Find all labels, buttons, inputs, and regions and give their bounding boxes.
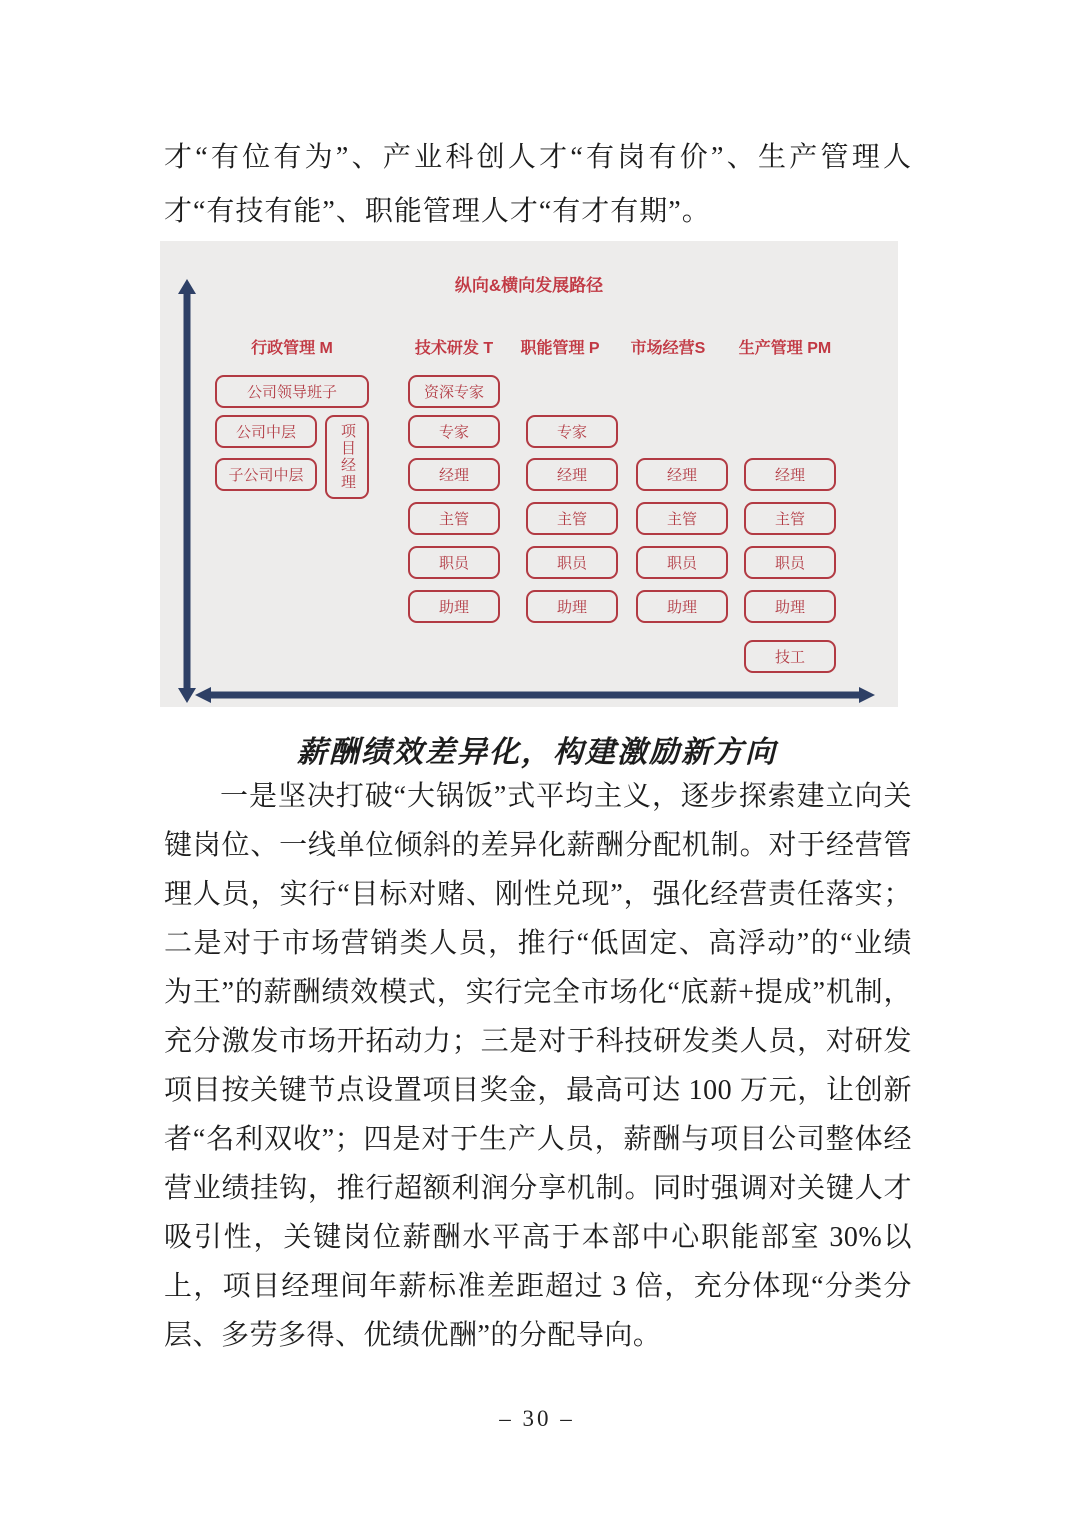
- box-assistant-t: 助理: [408, 590, 500, 623]
- page-number: – 30 –: [499, 1406, 575, 1431]
- intro-paragraph: 才“有位有为”、产业科创人才“有岗有价”、生产管理人才“有技有能”、职能管理人才“有才有期”。: [164, 142, 912, 227]
- box-staff-pm: 职员: [744, 546, 836, 579]
- column-header-tech: 技术研发 T: [414, 340, 494, 357]
- column-header-admin: 行政管理 M: [251, 340, 333, 357]
- box-staff-p: 职员: [526, 546, 618, 579]
- career-path-diagram: [160, 241, 898, 707]
- box-assistant-s: 助理: [636, 590, 728, 623]
- box-manager-t: 经理: [408, 458, 500, 491]
- body-paragraph: 一是坚决打破“大锅饭”式平均主义，逐步探索建立向关键岗位、一线单位倾斜的差异化薪酬分配机制。对于经营管理人员，实行“目标对赌、刚性兑现”，强化经营责任落实；二是对于市场营销类人员，推行“低固定、高浮动”的“业绩为王”的薪酬绩效模式，实行完全市场化“底薪+提成”机制，充分激发市场开拓动力；三是对于科技研发类人员，对研发项目按关键节点设置项目奖金，最高可达 100 万元，让创新者“名利双收”；四是对于生产人员，薪酬与项目公司整体经营业绩挂钩，推行超额利润分享机制。同时强调对关键人才吸引性，关键岗位薪酬水平高于本部中心职能部室 30%以上，项目经理间年薪标准差距超过 3 倍，充分体现“分类分层、多劳多得、优绩优酬”的分配导向。: [164, 781, 912, 1351]
- box-expert-p: 专家: [526, 415, 618, 448]
- box-company-middle: 公司中层: [215, 415, 317, 448]
- box-supervisor-t: 主管: [408, 502, 500, 535]
- horizontal-axis-arrow: [195, 684, 875, 706]
- box-expert-t: 专家: [408, 415, 500, 448]
- section-heading: 薪酬绩效差异化，构建激励新方向: [297, 736, 777, 769]
- diagram-title: 纵向&横向发展路径: [454, 276, 604, 295]
- box-supervisor-s: 主管: [636, 502, 728, 535]
- box-company-leadership: 公司领导班子: [215, 375, 369, 408]
- box-supervisor-p: 主管: [526, 502, 618, 535]
- box-project-manager-vertical: 项目经理: [325, 415, 369, 499]
- box-assistant-p: 助理: [526, 590, 618, 623]
- box-technician-pm: 技工: [744, 640, 836, 673]
- box-supervisor-pm: 主管: [744, 502, 836, 535]
- box-staff-t: 职员: [408, 546, 500, 579]
- box-subsidiary-middle: 子公司中层: [215, 458, 317, 491]
- box-manager-p: 经理: [526, 458, 618, 491]
- column-header-production: 生产管理 PM: [738, 340, 832, 357]
- box-manager-s: 经理: [636, 458, 728, 491]
- box-senior-expert-t: 资深专家: [408, 375, 500, 408]
- box-assistant-pm: 助理: [744, 590, 836, 623]
- box-staff-s: 职员: [636, 546, 728, 579]
- box-manager-pm: 经理: [744, 458, 836, 491]
- column-header-market: 市场经营S: [630, 340, 706, 357]
- column-header-function: 职能管理 P: [520, 340, 600, 357]
- vertical-axis-arrow: [175, 279, 199, 703]
